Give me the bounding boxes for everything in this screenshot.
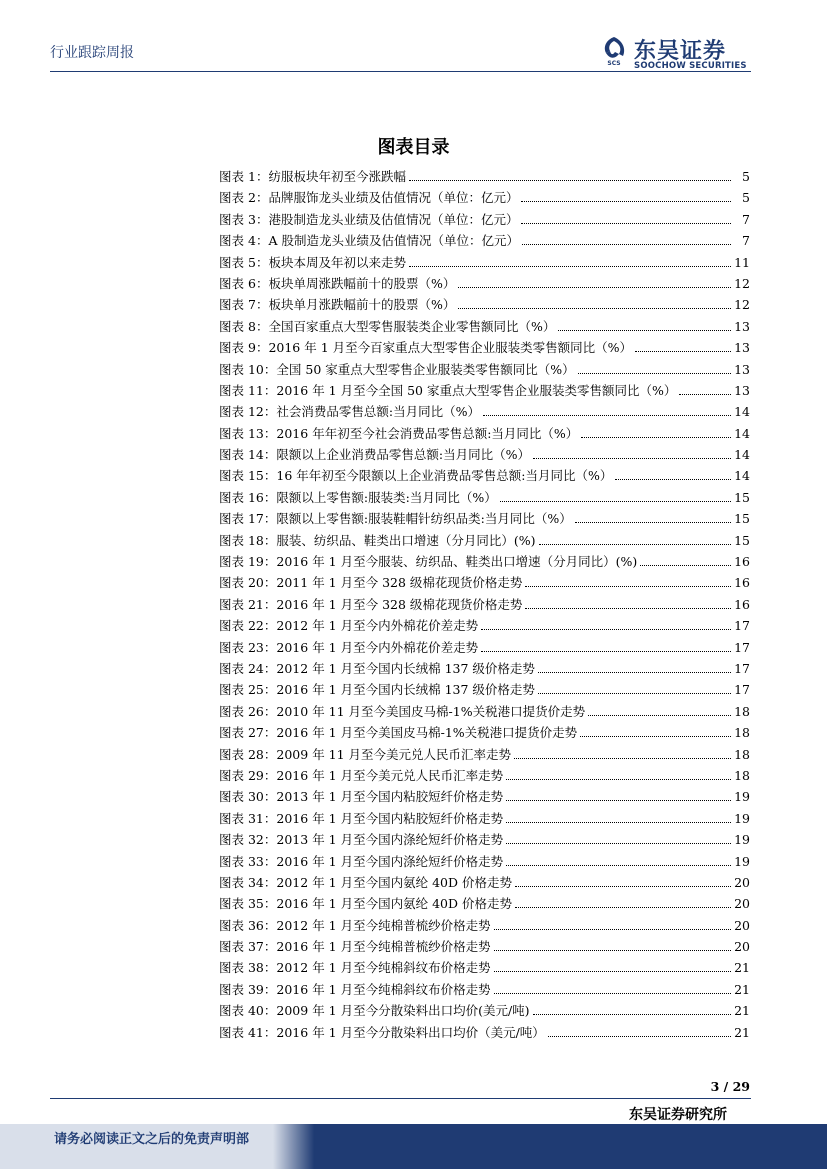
- toc-entry[interactable]: [219, 679, 750, 700]
- toc-entry-label: 图表 6: [219, 275, 256, 291]
- toc-entry[interactable]: [219, 979, 750, 1000]
- toc-entry-page: 19: [734, 832, 750, 848]
- toc-entry-page: 13: [734, 361, 750, 377]
- toc-entry-label: 图表 20: [219, 575, 264, 591]
- toc-entry-page: 12: [734, 275, 750, 291]
- toc-entry-label: 图表 40: [219, 1003, 264, 1019]
- toc-entry-separator: ：: [263, 703, 277, 719]
- toc-entry-separator: ：: [263, 618, 277, 634]
- toc-entry-label: 图表 24: [219, 660, 264, 676]
- toc-entry-page: 18: [734, 703, 750, 719]
- toc-entry-page: 19: [734, 853, 750, 869]
- toc-entry-page: 16: [734, 575, 750, 591]
- toc-entry-page: 18: [734, 746, 750, 762]
- toc-entry-leader-dots: [494, 967, 731, 972]
- toc-entry-title: 社会消费品零售总额:当月同比（%）: [276, 404, 480, 420]
- toc-entry-page: 7: [742, 211, 750, 227]
- toc-entry-leader-dots: [521, 197, 731, 202]
- toc-entry-title: 全国百家重点大型零售服装类企业零售额同比（%）: [268, 318, 556, 334]
- toc-entry-page: 14: [734, 468, 750, 484]
- toc-entry[interactable]: [219, 1000, 750, 1021]
- toc-entry[interactable]: [219, 530, 750, 551]
- toc-entry-separator: ：: [263, 767, 277, 783]
- toc-entry-label: 图表 31: [219, 810, 264, 826]
- disclaimer-text: 请务必阅读正文之后的免责声明部: [54, 1132, 250, 1147]
- toc-entry-label: 图表 13: [219, 425, 264, 441]
- toc-entry-leader-dots: [679, 390, 731, 395]
- toc-entry[interactable]: [219, 551, 750, 572]
- toc-entry-separator: ：: [263, 447, 277, 463]
- toc-entry-page: 5: [742, 190, 750, 206]
- toc-entry-label: 图表 16: [219, 489, 264, 505]
- toc-entry-separator: ：: [263, 1024, 277, 1040]
- toc-entry-leader-dots: [533, 1010, 731, 1015]
- toc-entry-page: 13: [734, 382, 750, 398]
- toc-entry-leader-dots: [525, 604, 731, 609]
- toc-entry-label: 图表 1: [219, 169, 256, 184]
- toc-entry-leader-dots: [538, 668, 731, 673]
- toc-entry-label: 图表 23: [219, 639, 264, 655]
- toc-entry-page: 7: [742, 233, 750, 249]
- toc-entry-separator: ：: [255, 233, 269, 249]
- toc-entry-leader-dots: [515, 903, 731, 908]
- toc-entry-title: 2013 年 1 月至今国内涤纶短纤价格走势: [276, 832, 504, 848]
- toc-entry-page: 17: [734, 618, 750, 634]
- toc-entry-label: 图表 2: [219, 190, 256, 206]
- toc-entry-title: 港股制造龙头业绩及估值情况（单位：亿元）: [268, 211, 519, 227]
- report-type-label: 行业跟踪周报: [50, 45, 134, 61]
- toc-entry-title: 2016 年 1 月至今纯棉普梳纱价格走势: [276, 939, 491, 955]
- toc-entry-title: 2012 年 1 月至今纯棉普梳纱价格走势: [276, 917, 491, 933]
- toc-entry-label: 图表 11: [219, 382, 264, 398]
- page-number: 3 / 29: [710, 1079, 750, 1094]
- toc-entry-label: 图表 35: [219, 896, 264, 912]
- toc-entry[interactable]: [219, 658, 750, 679]
- toc-entry[interactable]: [219, 893, 750, 914]
- toc-entry-label: 图表 19: [219, 554, 264, 570]
- toc-entry-leader-dots: [515, 882, 731, 887]
- toc-entry-title: 2009 年 11 月至今美元兑人民币汇率走势: [276, 746, 512, 762]
- toc-entry-title: A 股制造龙头业绩及估值情况（单位：亿元）: [268, 233, 519, 249]
- toc-entry-label: 图表 9: [219, 340, 256, 356]
- toc-entry-separator: ：: [255, 297, 269, 313]
- toc-entry-label: 图表 38: [219, 960, 264, 976]
- toc-entry-page: 18: [734, 767, 750, 783]
- toc-entry-leader-dots: [635, 347, 731, 352]
- toc-entry-separator: ：: [263, 917, 277, 933]
- toc-entry-separator: ：: [263, 853, 277, 869]
- toc-entry-page: 20: [734, 896, 750, 912]
- toc-entry-label: 图表 12: [219, 404, 264, 420]
- toc-entry-title: 2016 年 1 月至今国内涤纶短纤价格走势: [276, 853, 504, 869]
- toc-entry[interactable]: [219, 744, 750, 765]
- toc-entry[interactable]: [219, 187, 750, 208]
- toc-entry-leader-dots: [506, 861, 731, 866]
- toc-entry-page: 21: [734, 960, 750, 976]
- toc-entry-page: 14: [734, 425, 750, 441]
- toc-entry-label: 图表 29: [219, 767, 264, 783]
- toc-entry-leader-dots: [538, 689, 731, 694]
- toc-entry-separator: ：: [263, 468, 277, 484]
- toc-entry-separator: ：: [263, 425, 277, 441]
- toc-entry-title: 2016 年 1 月至今 328 级棉花现货价格走势: [276, 596, 523, 612]
- toc-entry[interactable]: [219, 401, 750, 422]
- toc-entry-leader-dots: [506, 796, 731, 801]
- toc-entry-page: 15: [734, 532, 750, 548]
- toc-entry-separator: ：: [263, 1003, 277, 1019]
- toc-entry-label: 图表 37: [219, 939, 264, 955]
- toc-entry-leader-dots: [575, 518, 731, 523]
- toc-entry-page: 18: [734, 725, 750, 741]
- toc-entry-title: 2016 年年初至今社会消费品零售总额:当月同比（%）: [276, 425, 579, 441]
- toc-entry[interactable]: [219, 615, 750, 636]
- toc-entry-title: 2012 年 1 月至今国内长绒棉 137 级价格走势: [276, 660, 535, 676]
- toc-entry[interactable]: [219, 444, 750, 465]
- toc-entry-leader-dots: [494, 989, 731, 994]
- toc-entry-title: 板块单周涨跌幅前十的股票（%）: [268, 275, 456, 291]
- toc-entry-title: 限额以上零售额:服装类:当月同比（%）: [276, 489, 497, 505]
- toc-entry-leader-dots: [500, 497, 731, 502]
- toc-entry[interactable]: [219, 808, 750, 829]
- scs-logo-icon: [600, 36, 628, 66]
- toc-entry[interactable]: [219, 786, 750, 807]
- toc-entry-separator: ：: [263, 874, 277, 890]
- toc-entry-page: 14: [734, 404, 750, 420]
- toc-entry-page: 21: [734, 981, 750, 997]
- header-divider: [50, 71, 751, 72]
- toc-entry[interactable]: [219, 829, 750, 850]
- toc-entry-label: 图表 7: [219, 297, 256, 313]
- toc-entry-page: 20: [734, 939, 750, 955]
- toc-entry-label: 图表 34: [219, 874, 264, 890]
- toc-entry-label: 图表 8: [219, 318, 256, 334]
- toc-entry-title: 全国 50 家重点大型零售企业服装类零售额同比（%）: [276, 361, 575, 377]
- toc-entry-page: 21: [734, 1024, 750, 1040]
- toc-entry-leader-dots: [481, 647, 731, 652]
- toc-entry[interactable]: [219, 252, 750, 273]
- toc-entry-label: 图表 32: [219, 832, 264, 848]
- toc-entry-page: 17: [734, 660, 750, 676]
- toc-entry-label: 图表 28: [219, 746, 264, 762]
- toc-entry-label: 图表 10: [219, 361, 264, 377]
- toc-entry-label: 图表 27: [219, 725, 264, 741]
- toc-entry-title: 2012 年 1 月至今纯棉斜纹布价格走势: [276, 960, 491, 976]
- toc-entry-leader-dots: [458, 304, 731, 309]
- logo-chinese-name: 东吴证券: [634, 39, 727, 64]
- toc-entry-page: 12: [734, 297, 750, 313]
- toc-entry-title: 2016 年 1 月至今美元兑人民币汇率走势: [276, 767, 504, 783]
- toc-entry-leader-dots: [525, 582, 731, 587]
- toc-entry-leader-dots: [514, 754, 731, 759]
- toc-entry-separator: ：: [263, 382, 277, 398]
- toc-entry-page: 16: [734, 596, 750, 612]
- toc-entry-page: 17: [734, 682, 750, 698]
- toc-entry-label: 图表 14: [219, 447, 264, 463]
- toc-entry-label: 图表 25: [219, 682, 264, 698]
- toc-entry-leader-dots: [588, 711, 731, 716]
- toc-entry-separator: ：: [263, 896, 277, 912]
- toc-entry-label: 图表 3: [219, 211, 256, 227]
- toc-entry[interactable]: [219, 594, 750, 615]
- toc-entry-leader-dots: [522, 240, 731, 245]
- toc-entry-separator: ：: [263, 960, 277, 976]
- toc-entry-title: 限额以上零售额:服装鞋帽针纺织品类:当月同比（%）: [276, 511, 572, 527]
- toc-entry-label: 图表 36: [219, 917, 264, 933]
- toc-entry[interactable]: [219, 872, 750, 893]
- toc-entry-leader-dots: [494, 946, 731, 951]
- toc-entry-title: 2016 年 1 月至今国内氨纶 40D 价格走势: [276, 896, 512, 912]
- toc-entry-page: 21: [734, 1003, 750, 1019]
- toc-entry-separator: ：: [255, 190, 269, 206]
- toc-entry-leader-dots: [580, 732, 731, 737]
- toc-entry-title: 2016 年 1 月至今国内长绒棉 137 级价格走势: [276, 682, 535, 698]
- toc-entry[interactable]: [219, 465, 750, 486]
- toc-entry-leader-dots: [548, 1032, 731, 1037]
- toc-entry-title: 2010 年 11 月至今美国皮马棉-1%关税港口提货价走势: [276, 703, 586, 719]
- toc-entry-leader-dots: [558, 326, 731, 331]
- toc-entry-title: 2009 年 1 月至今分散染料出口均价(美元/吨): [276, 1003, 530, 1019]
- toc-entry[interactable]: [219, 637, 750, 658]
- toc-entry[interactable]: [219, 765, 750, 786]
- toc-entry-separator: ：: [263, 596, 277, 612]
- toc-entry-separator: ：: [263, 554, 277, 570]
- company-logo: [600, 34, 760, 74]
- institute-name: 东吴证券研究所: [629, 1107, 727, 1123]
- toc-entry-label: 图表 30: [219, 789, 264, 805]
- toc-entry-title: 2016 年 1 月至今百家重点大型零售企业服装类零售额同比（%）: [268, 340, 633, 356]
- toc-entry[interactable]: [219, 294, 750, 315]
- toc-entry-title: 服装、纺织品、鞋类出口增速（分月同比）(%): [276, 532, 536, 548]
- toc-entry-title: 2016 年 1 月至今美国皮马棉-1%关税港口提货价走势: [276, 725, 578, 741]
- toc-entry-separator: ：: [255, 340, 269, 356]
- toc-entry-leader-dots: [506, 839, 731, 844]
- toc-entry-separator: ：: [263, 660, 277, 676]
- logo-english-name: SOOCHOW SECURITIES: [634, 61, 747, 71]
- toc-entry[interactable]: [219, 209, 750, 230]
- toc-entry-page: 19: [734, 789, 750, 805]
- toc-entry[interactable]: [219, 701, 750, 722]
- toc-entry-separator: ：: [263, 361, 277, 377]
- toc-entry-label: 图表 21: [219, 596, 264, 612]
- toc-entry-separator: ：: [263, 682, 277, 698]
- toc-title: 图表目录: [377, 137, 450, 158]
- logo-mark-text: SCS: [607, 60, 621, 66]
- toc-entry-label: 图表 22: [219, 618, 264, 634]
- figure-toc-list: [219, 166, 750, 1043]
- toc-entry-leader-dots: [409, 176, 731, 181]
- toc-entry-title: 2016 年 1 月至今国内粘胶短纤价格走势: [276, 810, 504, 826]
- toc-entry[interactable]: [219, 166, 750, 187]
- toc-entry-page: 19: [734, 810, 750, 826]
- toc-entry-separator: ：: [255, 275, 269, 291]
- toc-entry-title: 2016 年 1 月至今纯棉斜纹布价格走势: [276, 981, 491, 997]
- toc-entry-separator: ：: [263, 532, 277, 548]
- toc-entry[interactable]: [219, 487, 750, 508]
- toc-entry-page: 5: [742, 169, 750, 184]
- toc-entry[interactable]: [219, 316, 750, 337]
- toc-entry[interactable]: [219, 423, 750, 444]
- toc-entry-title: 品牌服饰龙头业绩及估值情况（单位：亿元）: [268, 190, 519, 206]
- toc-entry-leader-dots: [615, 475, 731, 480]
- toc-entry-separator: ：: [263, 810, 277, 826]
- toc-entry-separator: ：: [263, 639, 277, 655]
- toc-entry-separator: ：: [263, 981, 277, 997]
- toc-entry-separator: ：: [263, 575, 277, 591]
- toc-entry-page: 17: [734, 639, 750, 655]
- toc-entry[interactable]: [219, 851, 750, 872]
- toc-entry-separator: ：: [263, 511, 277, 527]
- footer-divider: [50, 1098, 751, 1099]
- toc-entry[interactable]: [219, 572, 750, 593]
- toc-entry-title: 2016 年 1 月至今全国 50 家重点大型零售企业服装类零售额同比（%）: [276, 382, 677, 398]
- toc-entry-page: 14: [734, 447, 750, 463]
- toc-entry-leader-dots: [494, 925, 731, 930]
- toc-entry-title: 纺服板块年初至今涨跌幅: [268, 169, 406, 184]
- toc-entry-leader-dots: [458, 283, 731, 288]
- toc-entry[interactable]: [219, 508, 750, 529]
- toc-entry-title: 2016 年 1 月至今服装、纺织品、鞋类出口增速（分月同比）(%): [276, 554, 638, 570]
- toc-entry-page: 13: [734, 340, 750, 356]
- toc-entry[interactable]: [219, 936, 750, 957]
- toc-entry-label: 图表 5: [219, 254, 256, 270]
- toc-entry-separator: ：: [255, 318, 269, 334]
- toc-entry-label: 图表 39: [219, 981, 264, 997]
- toc-entry-leader-dots: [409, 262, 731, 267]
- toc-entry-title: 板块单月涨跌幅前十的股票（%）: [268, 297, 456, 313]
- toc-entry-separator: ：: [263, 404, 277, 420]
- toc-entry[interactable]: [219, 359, 750, 380]
- toc-entry[interactable]: [219, 273, 750, 294]
- toc-entry-separator: ：: [263, 725, 277, 741]
- toc-entry[interactable]: [219, 337, 750, 358]
- toc-entry-label: 图表 26: [219, 703, 264, 719]
- toc-entry-separator: ：: [263, 746, 277, 762]
- toc-entry-leader-dots: [581, 433, 731, 438]
- toc-entry-page: 13: [734, 318, 750, 334]
- toc-entry-separator: ：: [255, 254, 269, 270]
- toc-entry[interactable]: [219, 957, 750, 978]
- toc-entry-page: 20: [734, 874, 750, 890]
- toc-entry-page: 16: [734, 554, 750, 570]
- toc-entry-separator: ：: [263, 489, 277, 505]
- toc-entry-separator: ：: [255, 169, 269, 184]
- toc-entry-separator: ：: [263, 832, 277, 848]
- toc-entry[interactable]: [219, 380, 750, 401]
- toc-entry-label: 图表 17: [219, 511, 264, 527]
- toc-entry-leader-dots: [640, 561, 731, 566]
- toc-entry-leader-dots: [521, 219, 731, 224]
- toc-entry[interactable]: [219, 915, 750, 936]
- toc-entry-page: 20: [734, 917, 750, 933]
- toc-entry-separator: ：: [255, 211, 269, 227]
- toc-entry-separator: ：: [263, 789, 277, 805]
- toc-entry-title: 2012 年 1 月至今内外棉花价差走势: [276, 618, 479, 634]
- toc-entry[interactable]: [219, 1022, 750, 1043]
- toc-entry-leader-dots: [533, 454, 731, 459]
- toc-entry-label: 图表 4: [219, 233, 256, 249]
- toc-entry-title: 板块本周及年初以来走势: [268, 254, 406, 270]
- toc-entry-leader-dots: [481, 625, 731, 630]
- toc-entry-title: 2013 年 1 月至今国内粘胶短纤价格走势: [276, 789, 504, 805]
- toc-entry-leader-dots: [483, 411, 731, 416]
- toc-entry-label: 图表 18: [219, 532, 264, 548]
- toc-entry-title: 限额以上企业消费品零售总额:当月同比（%）: [276, 447, 530, 463]
- toc-entry-label: 图表 33: [219, 853, 264, 869]
- toc-entry-title: 2016 年 1 月至今分散染料出口均价（美元/吨）: [276, 1024, 545, 1040]
- toc-entry-title: 2012 年 1 月至今国内氨纶 40D 价格走势: [276, 874, 512, 890]
- toc-entry[interactable]: [219, 230, 750, 251]
- toc-entry-separator: ：: [263, 939, 277, 955]
- toc-entry-leader-dots: [539, 540, 731, 545]
- toc-entry-page: 15: [734, 511, 750, 527]
- toc-entry[interactable]: [219, 722, 750, 743]
- toc-entry-leader-dots: [506, 818, 731, 823]
- toc-entry-leader-dots: [506, 775, 731, 780]
- toc-entry-page: 11: [734, 254, 750, 270]
- toc-entry-label: 图表 41: [219, 1024, 264, 1040]
- toc-entry-leader-dots: [578, 369, 731, 374]
- toc-entry-title: 16 年年初至今限额以上企业消费品零售总额:当月同比（%）: [276, 468, 613, 484]
- toc-entry-page: 15: [734, 489, 750, 505]
- toc-entry-title: 2011 年 1 月至今 328 级棉花现货价格走势: [276, 575, 523, 591]
- toc-entry-label: 图表 15: [219, 468, 264, 484]
- toc-entry-title: 2016 年 1 月至今内外棉花价差走势: [276, 639, 479, 655]
